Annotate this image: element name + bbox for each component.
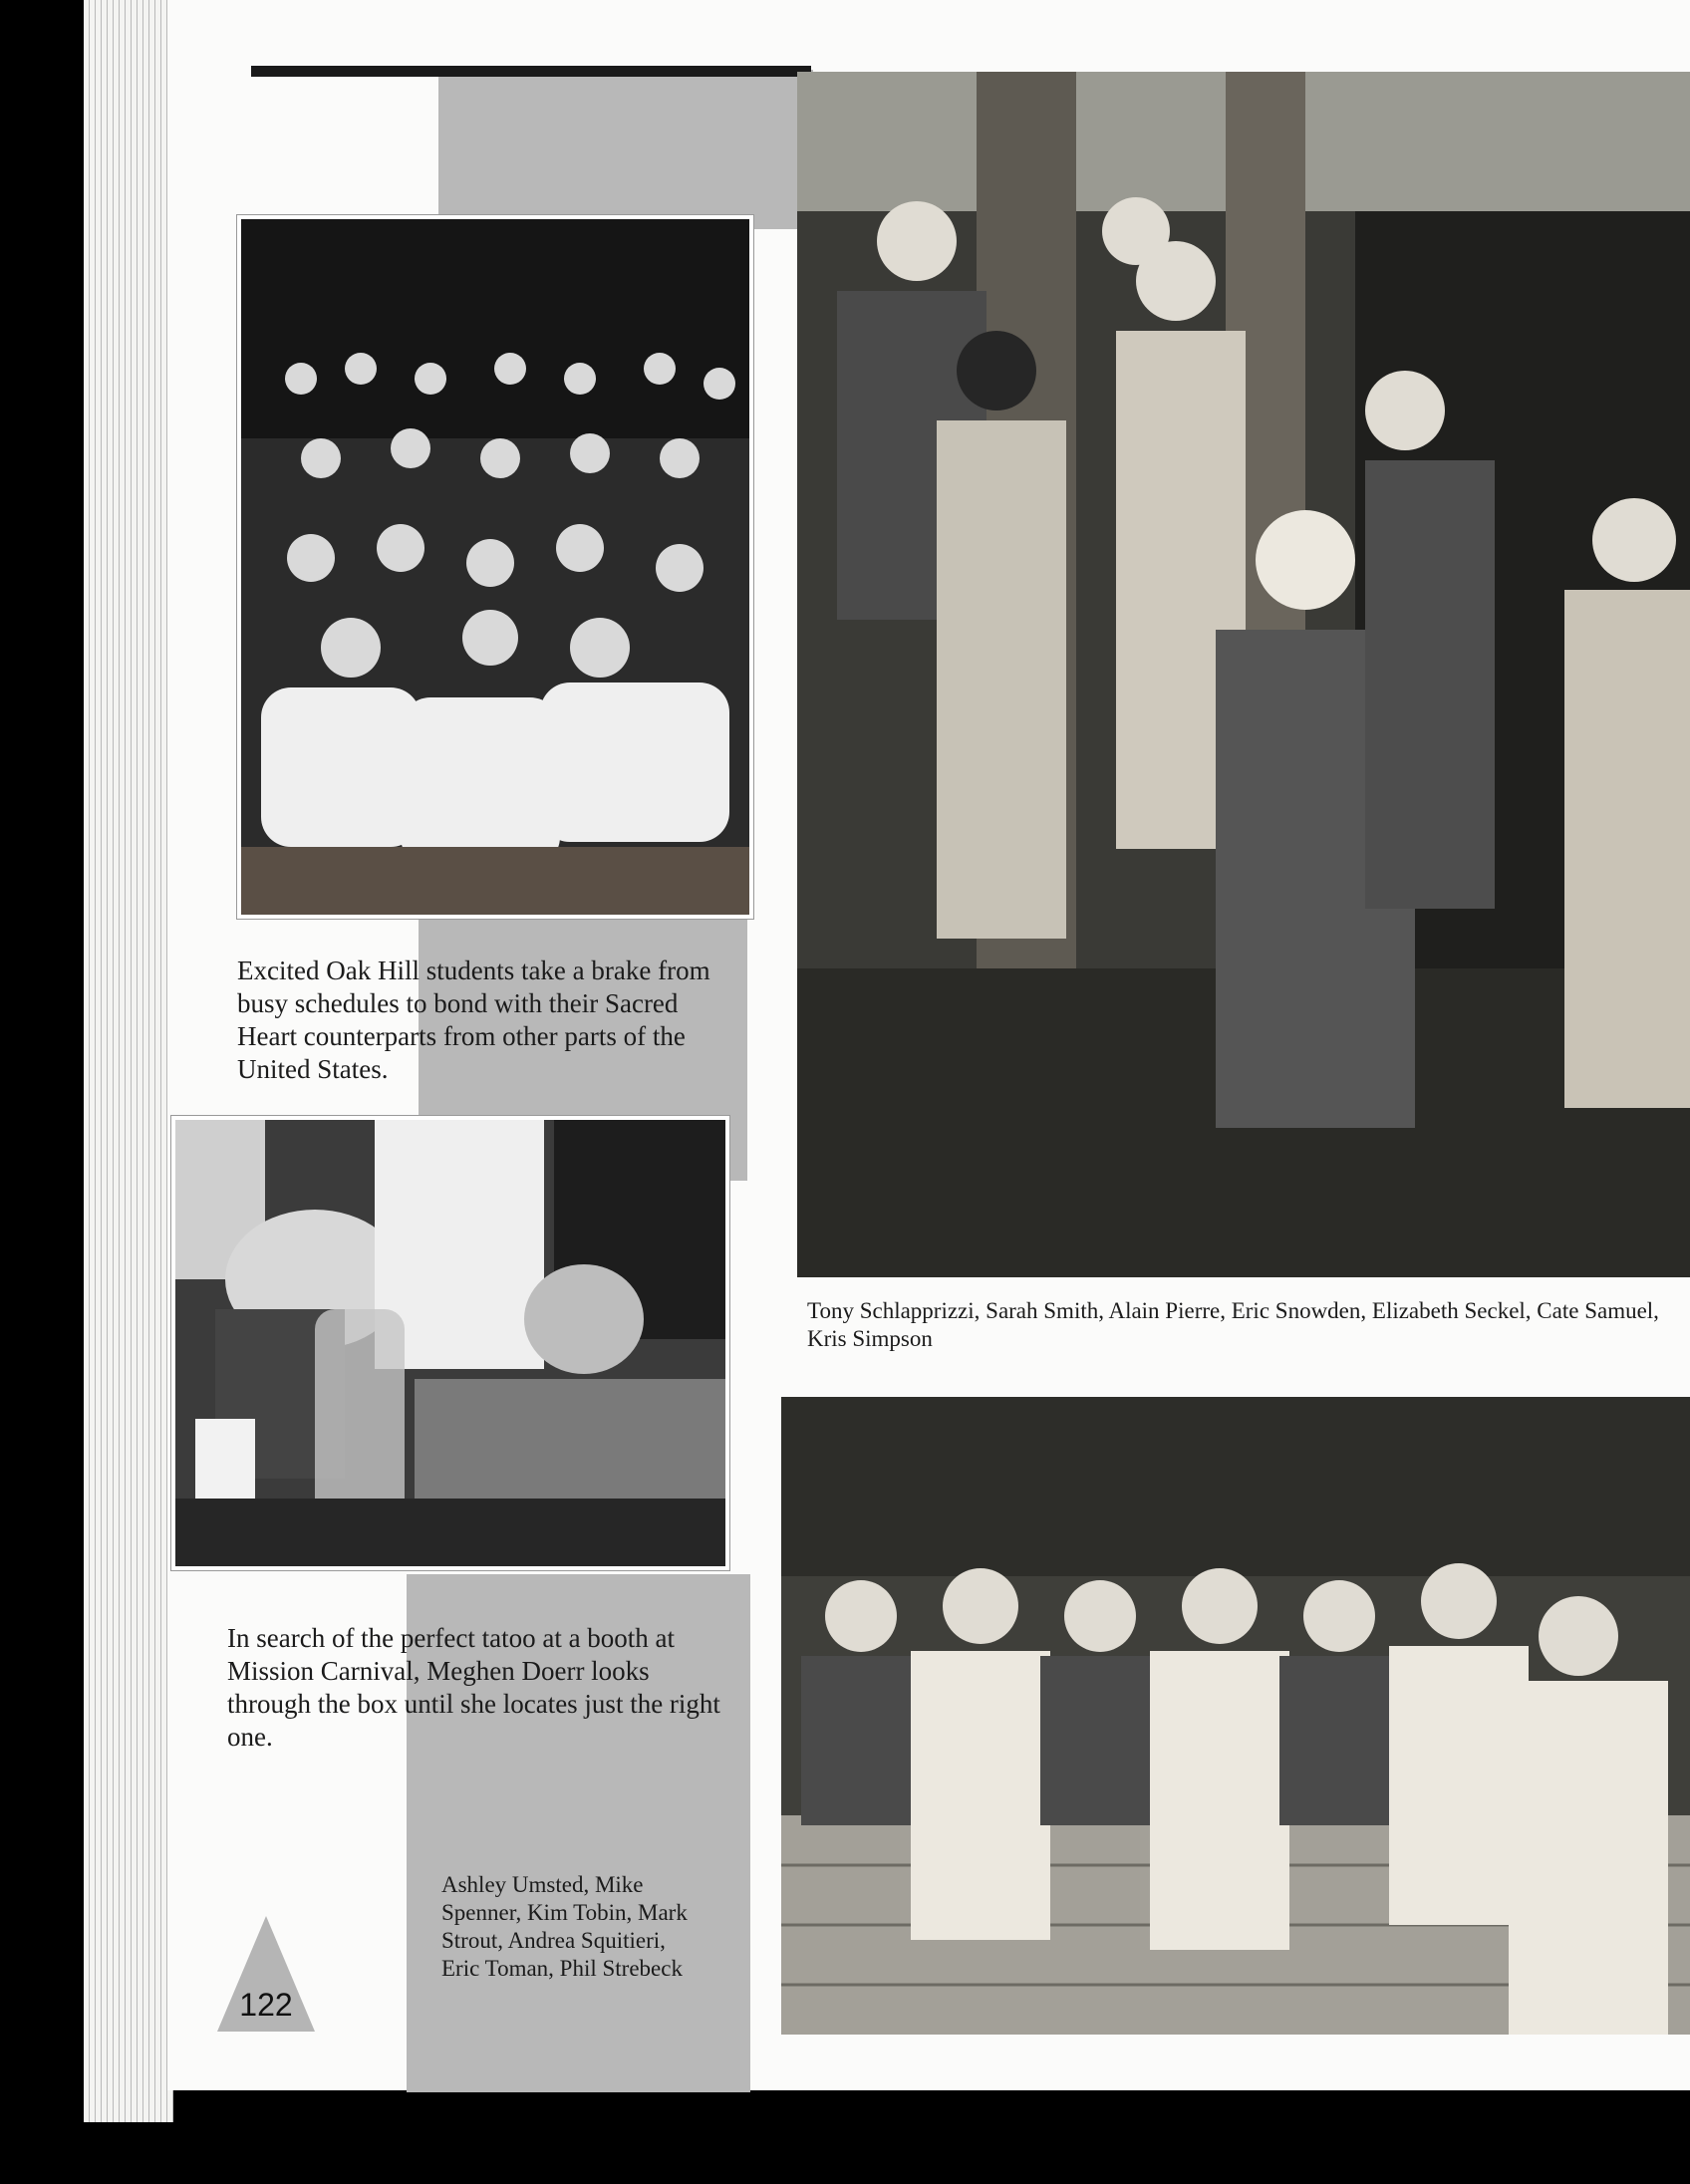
page-folio	[217, 1916, 315, 2032]
header-rule	[251, 66, 811, 77]
photo-wall-group	[781, 1397, 1690, 2035]
photo-group-wall-icon	[781, 1397, 1690, 2035]
photo-group-seated-icon	[241, 219, 749, 915]
photo-carnival	[171, 1116, 729, 1570]
gray-band-top	[438, 70, 813, 229]
photo-tree-group	[797, 72, 1690, 1277]
photo-group-trees-icon	[797, 72, 1690, 1277]
caption-tree-group: Tony Schlapprizzi, Sarah Smith, Alain Pierre, Eric Snowden, Elizabeth Seckel, Cate Samuel, Kris Simpson	[807, 1298, 1659, 1351]
caption-carnival: In search of the perfect tatoo at a booth at Mission Carnival, Meghen Doerr looks through the box until she locates just the right one.	[227, 1623, 720, 1752]
page-number: 122	[239, 1987, 293, 2023]
page-edges	[84, 0, 173, 2122]
photo-assembly	[237, 215, 753, 919]
caption-wall-group: Ashley Umsted, Mike Spenner, Kim Tobin, Mark Strout, Andrea Squitieri, Eric Toman, Phil Strebeck	[441, 1872, 688, 1981]
photo-carnival-booth-icon	[175, 1120, 725, 1566]
caption-assembly: Excited Oak Hill students take a brake from busy schedules to bond with their Sacred Heart counterparts from other parts of the United States.	[237, 956, 710, 1084]
